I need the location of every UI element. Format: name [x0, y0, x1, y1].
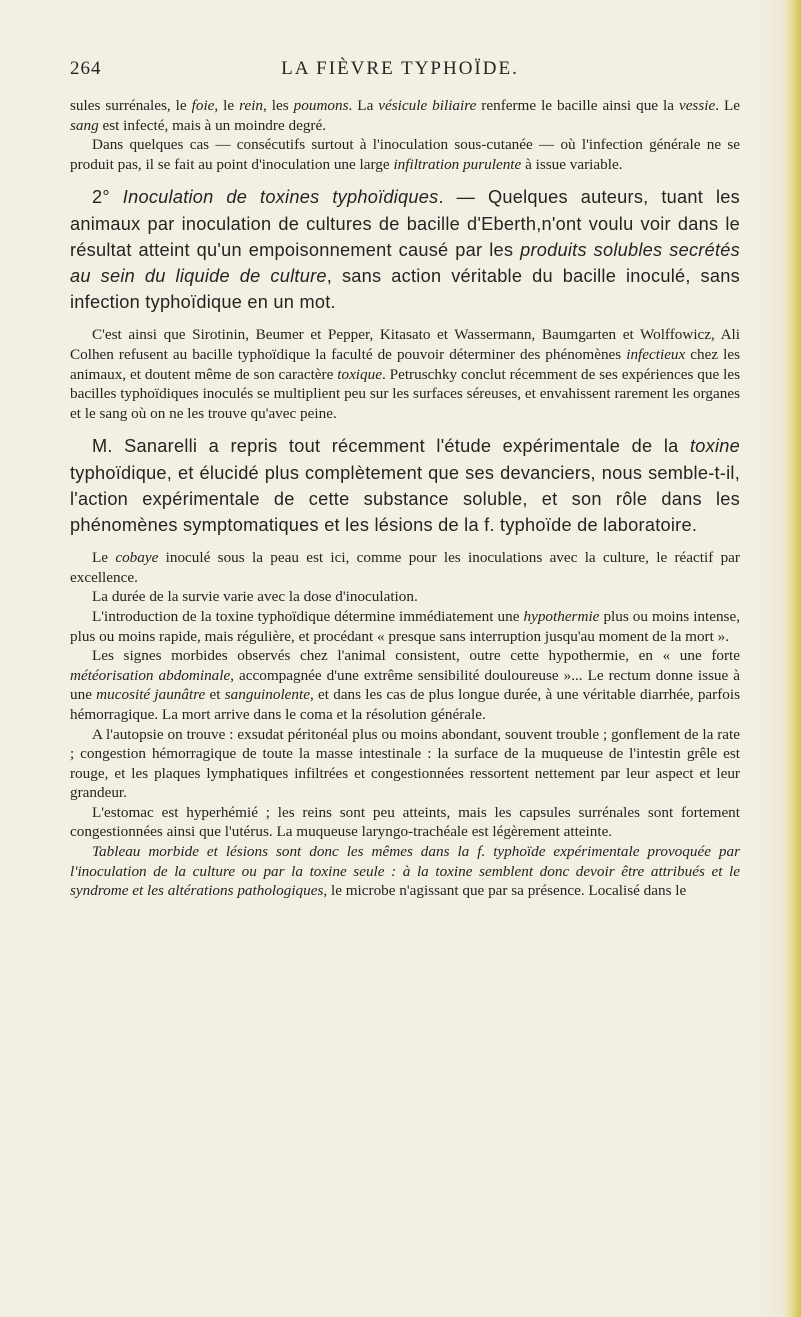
italic-term: toxine	[689, 436, 740, 457]
running-title: LA FIÈVRE TYPHOÏDE.	[281, 58, 519, 79]
italic-term: Inoculation de toxines typhoïdiques	[122, 187, 439, 208]
italic-term: cobaye	[115, 549, 159, 567]
page-gutter-shadow	[753, 0, 783, 1317]
italic-term: toxique	[337, 365, 382, 383]
paragraph-cobaye: Le cobaye inoculé sous la peau est ici, comme pour les inoculations avec la culture, le réactif par excellence.	[70, 549, 740, 586]
italic-term: infiltration purulente	[393, 155, 522, 173]
paragraph-hypothermia: L'introduction de la toxine typhoïdique détermine immédiatement une hypothermie plus ou moins intense, plus ou moins rapide, mais régulière, et procédant « presque sans interruption jusqu'au moment de la mort ».	[70, 607, 741, 645]
page-number: 264	[70, 58, 102, 79]
paragraph-survival: La durée de la survie varie avec la dose d'inoculation.	[92, 588, 418, 606]
paragraph-morbid-signs: Les signes morbides observés chez l'animal consistent, outre cette hypothermie, en « une forte météorisation abdominale, accompagnée d'une extrême sensibilité douloureuse »... Le rectum donne issue à une mucosité jaunâtre et sanguinolente, et dans les cas de plus longue durée, à une véritable diarrhée, parfois hémorragique. La mort arrive dans le coma et la résolution générale.	[70, 647, 740, 723]
page-header	[70, 58, 730, 82]
italic-term: poumons	[293, 97, 349, 114]
paragraph-continuation: sules surrénales, le foie, le rein, les poumons. La vésicule biliaire renferme le bacille ainsi que la vessie. Le sang est infecté, mais à un moindre degré.	[70, 97, 741, 134]
paragraph-autopsy: A l'autopsie on trouve : exsudat péritonéal plus ou moins abondant, souvent trouble ; gonflement de la rate ; congestion hémorragique de toute la masse intestinale : la surface de la muqueuse de l'intestin grêle est rouge, et les plaques lymphatiques infiltrées et congestionnées ressortent nettement par leur aspect et leur grandeur.	[70, 725, 740, 802]
italic-term: vésicule biliaire	[378, 97, 477, 114]
paragraph-sanarelli: M. Sanarelli a repris tout récemment l'étude expérimentale de la toxine typhoïdique, et élucidé plus complètement que ses devanciers, nous semble-t-il, l'action expérimentale de cette substance soluble, et son rôle dans les phénomènes symptomatiques et les lésions de la f. typhoïde de laboratoire.	[70, 436, 740, 535]
italic-term: météorisation abdominale	[70, 666, 231, 684]
italic-term: sang	[70, 116, 99, 134]
italic-term: hypothermie	[523, 607, 600, 625]
italic-term: produits solubles secrétés au sein du liquide de culture	[70, 239, 740, 286]
paragraph-authors-refuse: C'est ainsi que Sirotinin, Beumer et Pepper, Kitasato et Wassermann, Baumgarten et Wolffowicz, Ali Colhen refusent au bacille typhoïdique la faculté de pouvoir déterminer des phénomènes infectieux chez les animaux, et doutent même de son caractère toxique. Petruschky conclut récemment de ses expériences que les bacilles typhoïdiques inoculés se multiplient peu sur les surfaces séreuses, et envahissent rarement les organes et le sang où on ne les trouve qu'avec peine.	[70, 326, 740, 422]
paragraph-conclusion: Tableau morbide et lésions sont donc les mêmes dans la f. typhoïde expérimentale provoquée par l'inoculation de la culture ou par la toxine seule : à la toxine semblent donc devoir être attribués et le syndrome et les altérations pathologiques, le microbe n'agissant que par sa présence. Localisé dans le	[70, 843, 740, 900]
italic-term: foie	[191, 97, 215, 114]
italic-term: rein	[239, 97, 264, 114]
paragraph-stomach: L'estomac est hyperhémié ; les reins sont peu atteints, mais les capsules surrénales sont fortement congestionnées ainsi que l'utérus. La muqueuse laryngo-trachéale est légèrement atteinte.	[70, 803, 740, 841]
italic-term: vessie	[678, 97, 716, 114]
paragraph-toxin-inoculation: 2° Inoculation de toxines typhoïdiques. — Quelques auteurs, tuant les animaux par inoculation de cultures de bacille d'Eberth,n'ont voulu voir dans le résultat atteint qu'un empoisonnement causé par les produits solubles secrétés au sein du liquide de culture, sans action véritable du bacille inoculé, sans infection typhoïdique en un mot.	[70, 187, 740, 313]
italic-term: infectieux	[626, 345, 686, 363]
page-body	[70, 96, 740, 901]
italic-term: Tableau morbide et lésions sont donc les mêmes dans la f. typhoïde expérimentale provoquée par l'inoculation de la culture ou par la toxine seule : à la toxine semblent donc devoir être attribués et le syndrome et les altérations pathologiques	[70, 843, 740, 900]
italic-term: sanguinolente	[224, 686, 310, 704]
paragraph-local-infection: Dans quelques cas — consécutifs surtout à l'inoculation sous-cutanée — où l'infection générale ne se produit pas, il se fait au point d'inoculation une large infiltration purulente à issue variable.	[70, 136, 740, 173]
page-edge	[783, 0, 801, 1317]
italic-term: mucosité jaunâtre	[96, 686, 206, 704]
